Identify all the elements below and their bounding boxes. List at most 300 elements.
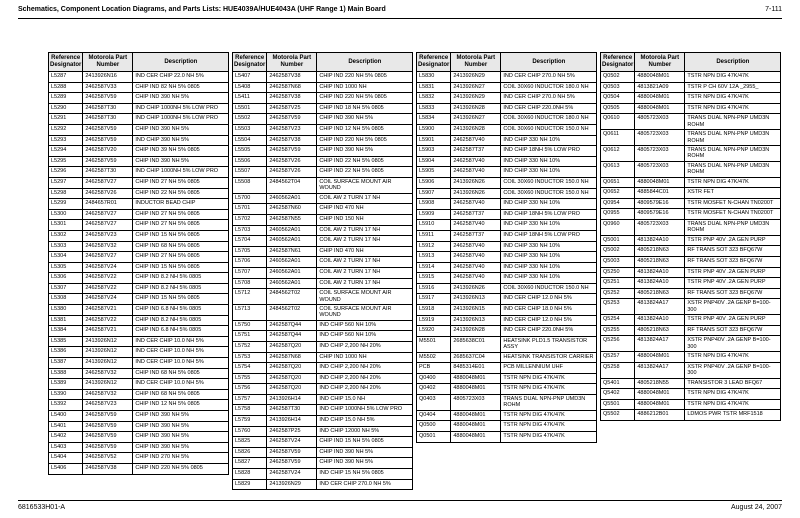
description-cell: IND CHIP 560 NH 10% — [317, 331, 413, 342]
part-number-cell: 2462587V22 — [83, 315, 133, 326]
table-row — [417, 103, 597, 114]
description-cell: CHIP IND 1000 NH — [317, 82, 413, 93]
part-number-cell: 4880048M01 — [451, 410, 501, 421]
table-row — [233, 363, 413, 374]
description-cell: COIL AW 2 TURN 17 NH — [317, 193, 413, 204]
reference-designator-cell: L5295 — [49, 156, 83, 167]
description-cell: CHIP IND 390 NH 5% — [133, 411, 229, 422]
part-number-cell: 2462587N61 — [267, 246, 317, 257]
part-number-cell: 2685638C01 — [451, 336, 501, 352]
table-row — [417, 199, 597, 210]
description-cell: TRANS DUAL NPN-PNP UMD3N ROHM — [685, 114, 781, 130]
reference-designator-cell: L5756 — [233, 384, 267, 395]
table-row — [417, 82, 597, 93]
description-cell: CHIP IND 390 NH 5% — [133, 156, 229, 167]
part-number-cell: 2413926N28 — [451, 103, 501, 114]
description-cell: CHIP IND 68 NH 5% 0805 — [133, 241, 229, 252]
table-row — [417, 410, 597, 421]
table-row — [417, 146, 597, 157]
table-row — [233, 214, 413, 225]
reference-designator-cell: Q0400 — [417, 373, 451, 384]
description-cell: TSTR NPN DIG 47K/47K — [501, 384, 597, 395]
description-cell: COIL AW 2 TURN 17 NH — [317, 225, 413, 236]
reference-designator-cell: Q5003 — [601, 257, 635, 268]
reference-designator-cell: L5706 — [233, 257, 267, 268]
table-row — [233, 320, 413, 331]
table-row — [49, 72, 229, 83]
description-cell: COIL 30X60 INDUCTOR 180.0 NH — [501, 114, 597, 125]
reference-designator-cell: Q5252 — [601, 288, 635, 299]
table-row — [49, 188, 229, 199]
part-number-cell: 2462587Q20 — [267, 341, 317, 352]
reference-designator-cell: L5918 — [417, 305, 451, 316]
parts-column-3 — [416, 52, 597, 443]
table-row — [233, 267, 413, 278]
reference-designator-cell: L5385 — [49, 336, 83, 347]
part-number-cell: 4880048M01 — [451, 384, 501, 395]
reference-designator-cell: L5390 — [49, 389, 83, 400]
header-part-number: Motorola Part Number — [267, 53, 317, 72]
description-cell: CHIP IND 390 NH 5% — [133, 442, 229, 453]
reference-designator-cell: L5917 — [417, 294, 451, 305]
table-row — [601, 220, 781, 236]
description-cell: IND CER CHIP 10.0 NH 5% — [133, 347, 229, 358]
part-number-cell: 2462587Q20 — [267, 384, 317, 395]
description-cell: TSTR NPN DIG 47K/47K — [685, 389, 781, 400]
description-cell: CHIP IND 12 NH 5% 0805 — [133, 400, 229, 411]
reference-designator-cell: Q0503 — [601, 82, 635, 93]
description-cell: TSTR NPN DIG 47K/47K — [685, 72, 781, 83]
parts-table — [600, 52, 781, 421]
description-cell: IND CHIP 2,200 NH 20% — [317, 384, 413, 395]
reference-designator-cell: L5291 — [49, 114, 83, 125]
table-row — [601, 130, 781, 146]
description-cell: TSTR NPN DIG 47K/47K — [501, 432, 597, 443]
reference-designator-cell: Q5254 — [601, 315, 635, 326]
description-cell: IND CER CHIP 12.0 NH 5% — [501, 294, 597, 305]
reference-designator-cell: L5287 — [49, 72, 83, 83]
document-number: 6816533H01-A — [18, 504, 66, 511]
table-row — [49, 252, 229, 263]
part-number-cell: 2462587V23 — [267, 124, 317, 135]
table-row — [49, 294, 229, 305]
table-row — [49, 220, 229, 231]
reference-designator-cell: L5751 — [233, 331, 267, 342]
part-number-cell: 2462587T37 — [451, 209, 501, 220]
part-number-cell: 2462587V21 — [83, 305, 133, 316]
reference-designator-cell: L5304 — [49, 252, 83, 263]
part-number-cell: 4880048M01 — [635, 399, 685, 410]
description-cell: COIL SURFACE MOUNT AIR WOUND — [317, 177, 413, 193]
table-row — [49, 453, 229, 464]
table-row — [49, 432, 229, 443]
table-row — [417, 209, 597, 220]
reference-designator-cell: L5380 — [49, 305, 83, 316]
part-number-cell: 2462587V59 — [267, 447, 317, 458]
reference-designator-cell: Q0501 — [417, 432, 451, 443]
reference-designator-cell: L5833 — [417, 103, 451, 114]
reference-designator-cell: L5827 — [233, 458, 267, 469]
header-part-number: Motorola Part Number — [83, 53, 133, 72]
document-date: August 24, 2007 — [731, 504, 782, 511]
description-cell: CHIP IND 15 NH 5% 0805 — [133, 294, 229, 305]
part-number-cell: 2462587V59 — [83, 156, 133, 167]
reference-designator-cell: L5294 — [49, 146, 83, 157]
reference-designator-cell: L5830 — [417, 72, 451, 83]
part-number-cell: 4805723X03 — [635, 220, 685, 236]
reference-designator-cell: L5293 — [49, 135, 83, 146]
table-row — [601, 93, 781, 104]
part-number-cell: 4805723X03 — [451, 395, 501, 411]
header-part-number: Motorola Part Number — [635, 53, 685, 72]
part-number-cell: 2413926H14 — [267, 416, 317, 427]
part-number-cell: 2413926N29 — [267, 479, 317, 490]
reference-designator-cell: L5305 — [49, 262, 83, 273]
part-number-cell: 4805218N63 — [635, 288, 685, 299]
table-row — [601, 410, 781, 421]
part-number-cell: 4813824A10 — [635, 278, 685, 289]
table-row — [233, 384, 413, 395]
description-cell: COIL AW 2 TURN 17 NH — [317, 236, 413, 247]
part-number-cell: 2462587V52 — [83, 453, 133, 464]
reference-designator-cell: L5908 — [417, 199, 451, 210]
header-description: Description — [317, 53, 413, 72]
header-part-number: Motorola Part Number — [451, 53, 501, 72]
description-cell: TSTR NPN DIG 47K/47K — [501, 410, 597, 421]
reference-designator-cell: Q5250 — [601, 267, 635, 278]
description-cell: CHIP IND 22 NH 5% 0805 — [317, 167, 413, 178]
part-number-cell: 4805723X03 — [635, 130, 685, 146]
description-cell: TSTR NPN DIG 47K/47K — [685, 352, 781, 363]
description-cell: CHIP IND 390 NH 5% — [317, 114, 413, 125]
table-header-row — [601, 53, 781, 72]
reference-designator-cell: L5508 — [233, 177, 267, 193]
description-cell: IND CER CHIP 18.0 NH 5% — [501, 305, 597, 316]
description-cell: IND CHIP 330 NH 10% — [501, 273, 597, 284]
description-cell: TSTR NPN DIG 47K/47K — [685, 93, 781, 104]
description-cell: IND CHIP 390 NH 5% — [133, 135, 229, 146]
description-cell: IND CHIP 330 NH 10% — [501, 167, 597, 178]
description-cell: COIL 30X60 INDUCTOR 150.0 NH — [501, 283, 597, 294]
parts-table — [48, 52, 229, 475]
part-number-cell: 2462587V22 — [83, 273, 133, 284]
part-number-cell: 4805723X03 — [635, 161, 685, 177]
table-row — [49, 167, 229, 178]
part-number-cell: 2462587V40 — [451, 199, 501, 210]
description-cell: TSTR MOSFET N-CHAN TN0200T — [685, 198, 781, 209]
description-cell: COIL 30X60 INDUCTOR 180.0 NH — [501, 82, 597, 93]
part-number-cell: 2413926N12 — [83, 358, 133, 369]
part-number-cell: 4880048M01 — [635, 103, 685, 114]
part-number-cell: 2462587V32 — [83, 368, 133, 379]
table-row — [233, 103, 413, 114]
table-row — [233, 373, 413, 384]
table-row — [49, 82, 229, 93]
reference-designator-cell: Q5502 — [601, 410, 635, 421]
table-row — [49, 358, 229, 369]
part-number-cell: 2460562A01 — [267, 278, 317, 289]
description-cell: IND CHIP 330 NH 10% — [501, 241, 597, 252]
description-cell: CHIP IND 390 NH 5% — [317, 447, 413, 458]
reference-designator-cell: L5503 — [233, 124, 267, 135]
description-cell: IND CER CHIP 220.0NH 5% — [501, 326, 597, 337]
part-number-cell: 2462587T30 — [83, 167, 133, 178]
reference-designator-cell: L5301 — [49, 220, 83, 231]
part-number-cell: 2462587V27 — [83, 177, 133, 188]
table-row — [233, 177, 413, 193]
table-row — [233, 114, 413, 125]
reference-designator-cell: L5825 — [233, 437, 267, 448]
table-row — [233, 341, 413, 352]
part-number-cell: 2462587V26 — [83, 188, 133, 199]
table-row — [233, 394, 413, 405]
table-row — [601, 146, 781, 162]
part-number-cell: 2460562A01 — [267, 267, 317, 278]
part-number-cell: 2462587V59 — [83, 411, 133, 422]
part-number-cell: 2462587N60 — [267, 204, 317, 215]
table-row — [233, 124, 413, 135]
part-number-cell: 4880048M01 — [635, 72, 685, 83]
description-cell: CHIP IND 8.2 NH 5% 0805 — [133, 273, 229, 284]
table-row — [417, 188, 597, 199]
table-row — [233, 72, 413, 83]
part-number-cell: 2484562T04 — [267, 177, 317, 193]
part-number-cell: 2484657R01 — [83, 199, 133, 210]
part-number-cell: 2462587V23 — [83, 230, 133, 241]
description-cell: CHIP IND 39 NH 5% 0805 — [133, 146, 229, 157]
table-row — [417, 262, 597, 273]
reference-designator-cell: Q5257 — [601, 352, 635, 363]
part-number-cell: 2462587V21 — [83, 326, 133, 337]
part-number-cell: 4805218N63 — [635, 257, 685, 268]
reference-designator-cell: Q5501 — [601, 399, 635, 410]
reference-designator-cell: L5832 — [417, 93, 451, 104]
table-row — [49, 156, 229, 167]
reference-designator-cell: L5289 — [49, 93, 83, 104]
part-number-cell: 4805723X03 — [635, 114, 685, 130]
part-number-cell: 2413926N28 — [451, 124, 501, 135]
description-cell: CHIP IND 390 NH 5% — [133, 124, 229, 135]
part-number-cell: 2460562A01 — [267, 236, 317, 247]
reference-designator-cell: L5707 — [233, 267, 267, 278]
table-row — [233, 437, 413, 448]
description-cell: IND CHIP 12000 NH 5% — [317, 426, 413, 437]
reference-designator-cell: Q0505 — [601, 103, 635, 114]
table-row — [417, 305, 597, 316]
table-row — [417, 156, 597, 167]
reference-designator-cell: Q0611 — [601, 130, 635, 146]
reference-designator-cell: L5834 — [417, 114, 451, 125]
part-number-cell: 2462587V23 — [83, 400, 133, 411]
table-row — [601, 257, 781, 268]
description-cell: TSTR NPN DIG 47K/47K — [685, 177, 781, 188]
description-cell: TRANS DUAL NPN-PNP UMD3N ROHM — [685, 161, 781, 177]
description-cell: CHIP IND 22 NH 5% 0805 — [317, 156, 413, 167]
table-row — [601, 114, 781, 130]
table-row — [233, 458, 413, 469]
description-cell: XSTR FET — [685, 188, 781, 199]
reference-designator-cell: L5297 — [49, 177, 83, 188]
reference-designator-cell: L5757 — [233, 394, 267, 405]
reference-designator-cell: L5703 — [233, 225, 267, 236]
table-row — [233, 146, 413, 157]
description-cell: IND CHIP 15 NH 5% 0805 — [317, 469, 413, 480]
part-number-cell: 2462587V27 — [83, 220, 133, 231]
reference-designator-cell: Q5401 — [601, 378, 635, 389]
description-cell: IND CHIP 1000NH 5% LOW PRO — [317, 405, 413, 416]
table-row — [417, 124, 597, 135]
reference-designator-cell: Q5001 — [601, 235, 635, 246]
page-header — [18, 4, 782, 18]
table-row — [233, 193, 413, 204]
description-cell: IND CER CHIP 22.0 NH 5% — [133, 72, 229, 83]
part-number-cell: 2462587V20 — [83, 146, 133, 157]
description-cell: RF TRANS SOT 323 BFQ67W — [685, 288, 781, 299]
table-row — [417, 167, 597, 178]
table-row — [49, 262, 229, 273]
description-cell: CHIP IND 27 NH 5% 0805 — [133, 220, 229, 231]
reference-designator-cell: L5298 — [49, 188, 83, 199]
table-row — [417, 326, 597, 337]
description-cell: IND CER CHIP 10.0 NH 5% — [133, 358, 229, 369]
table-row — [233, 289, 413, 305]
table-row — [417, 135, 597, 146]
reference-designator-cell: L5308 — [49, 294, 83, 305]
reference-designator-cell: L5828 — [233, 469, 267, 480]
reference-designator-cell: L5826 — [233, 447, 267, 458]
description-cell: IND CHIP 330 NH 10% — [501, 252, 597, 263]
parts-table — [232, 52, 413, 490]
part-number-cell: 2462587N68 — [267, 82, 317, 93]
table-row — [49, 347, 229, 358]
part-number-cell: 2462587V26 — [267, 167, 317, 178]
table-row — [601, 362, 781, 378]
part-number-cell: 2413926N15 — [451, 305, 501, 316]
reference-designator-cell: L5907 — [417, 188, 451, 199]
part-number-cell: 4813824A10 — [635, 315, 685, 326]
reference-designator-cell: Q0954 — [601, 198, 635, 209]
table-row — [49, 146, 229, 157]
reference-designator-cell: Q0652 — [601, 188, 635, 199]
part-number-cell: 2462587P25 — [267, 426, 317, 437]
table-header-row — [49, 53, 229, 72]
description-cell: IND CHIP 330 NH 10% — [501, 156, 597, 167]
reference-designator-cell: L5502 — [233, 114, 267, 125]
description-cell: XSTR PNP40V .2A GENP B=100-300 — [685, 299, 781, 315]
table-row — [601, 278, 781, 289]
description-cell: COIL 30X60 INDUCTOR 150.0 NH — [501, 188, 597, 199]
description-cell: IND CER CHIP 10.0 NH 5% — [133, 379, 229, 390]
reference-designator-cell: L5911 — [417, 230, 451, 241]
table-row — [601, 389, 781, 400]
table-row — [49, 326, 229, 337]
part-number-cell: 2462587V59 — [83, 432, 133, 443]
reference-designator-cell: L5406 — [49, 463, 83, 474]
part-number-cell: 2462587V40 — [451, 241, 501, 252]
description-cell: IND CHIP 2,200 NH 20% — [317, 373, 413, 384]
part-number-cell: 4880048M01 — [635, 389, 685, 400]
part-number-cell: 2462587Q20 — [267, 363, 317, 374]
table-row — [49, 421, 229, 432]
reference-designator-cell: L5915 — [417, 273, 451, 284]
part-number-cell: 2462587V59 — [83, 421, 133, 432]
part-number-cell: 2462587V59 — [267, 114, 317, 125]
reference-designator-cell: L5392 — [49, 400, 83, 411]
part-number-cell: 2460562A01 — [267, 193, 317, 204]
part-number-cell: 4805218N63 — [635, 325, 685, 336]
part-number-cell: 2413926N27 — [451, 82, 501, 93]
description-cell: CHIP IND 220 NH 5% 0805 — [317, 72, 413, 83]
header-reference-designator: Reference Designator — [601, 53, 635, 72]
description-cell: IND CHIP 18NH 5% LOW PRO — [501, 146, 597, 157]
table-row — [417, 220, 597, 231]
table-row — [233, 304, 413, 320]
table-row — [49, 368, 229, 379]
part-number-cell: 4813824A17 — [635, 336, 685, 352]
description-cell: CHIP IND 390 NH 5% — [317, 458, 413, 469]
description-cell: TSTR MOSFET N-CHAN TN0200T — [685, 209, 781, 220]
part-number-cell: 2462587V22 — [83, 283, 133, 294]
table-row — [49, 315, 229, 326]
header-reference-designator: Reference Designator — [233, 53, 267, 72]
table-row — [601, 188, 781, 199]
reference-designator-cell: L5403 — [49, 442, 83, 453]
part-number-cell: 2413926N27 — [451, 114, 501, 125]
table-row — [601, 177, 781, 188]
description-cell: CHIP IND 150 NH — [317, 214, 413, 225]
reference-designator-cell: Q0610 — [601, 114, 635, 130]
parts-column-1 — [48, 52, 229, 475]
part-number-cell: 2413926N12 — [83, 336, 133, 347]
reference-designator-cell: L5302 — [49, 230, 83, 241]
reference-designator-cell: L5831 — [417, 82, 451, 93]
table-row — [49, 230, 229, 241]
header-rule — [18, 18, 782, 19]
part-number-cell: 2462587V38 — [267, 135, 317, 146]
part-number-cell: 2462587V40 — [451, 262, 501, 273]
part-number-cell: 4809579E16 — [635, 209, 685, 220]
table-row — [601, 235, 781, 246]
table-row — [417, 273, 597, 284]
description-cell: CHIP IND 270 NH 5% — [133, 453, 229, 464]
reference-designator-cell: PCB — [417, 363, 451, 374]
description-cell: CHIP IND 390 NH 5% — [317, 146, 413, 157]
reference-designator-cell: L5754 — [233, 363, 267, 374]
reference-designator-cell: Q5251 — [601, 278, 635, 289]
part-number-cell: 2462587V24 — [83, 294, 133, 305]
table-row — [601, 378, 781, 389]
reference-designator-cell: L5296 — [49, 167, 83, 178]
part-number-cell: 2462587V27 — [83, 209, 133, 220]
reference-designator-cell: L5705 — [233, 246, 267, 257]
table-row — [601, 103, 781, 114]
description-cell: CHIP IND 8.2 NH 5% 0805 — [133, 315, 229, 326]
part-number-cell: 2462587Q20 — [267, 373, 317, 384]
part-number-cell: 2462587V59 — [83, 93, 133, 104]
reference-designator-cell: L5906 — [417, 177, 451, 188]
description-cell: LDMOS PWR TSTR MRF1518 — [685, 410, 781, 421]
description-cell: IND CHIP 1000NH 5% LOW PRO — [133, 103, 229, 114]
description-cell: CHIP IND 82 NH 5% 0805 — [133, 82, 229, 93]
part-number-cell: 2462587T30 — [83, 103, 133, 114]
part-number-cell: 4805218N55 — [635, 378, 685, 389]
description-cell: TRANS DUAL NPN-PNP UMD3N ROHM — [685, 220, 781, 236]
reference-designator-cell: L5904 — [417, 156, 451, 167]
description-cell: IND CHIP 1000NH 5% LOW PRO — [133, 167, 229, 178]
reference-designator-cell: L5702 — [233, 214, 267, 225]
reference-designator-cell: Q0502 — [601, 72, 635, 83]
description-cell: CHIP IND 220 NH 5% 0805 — [133, 463, 229, 474]
